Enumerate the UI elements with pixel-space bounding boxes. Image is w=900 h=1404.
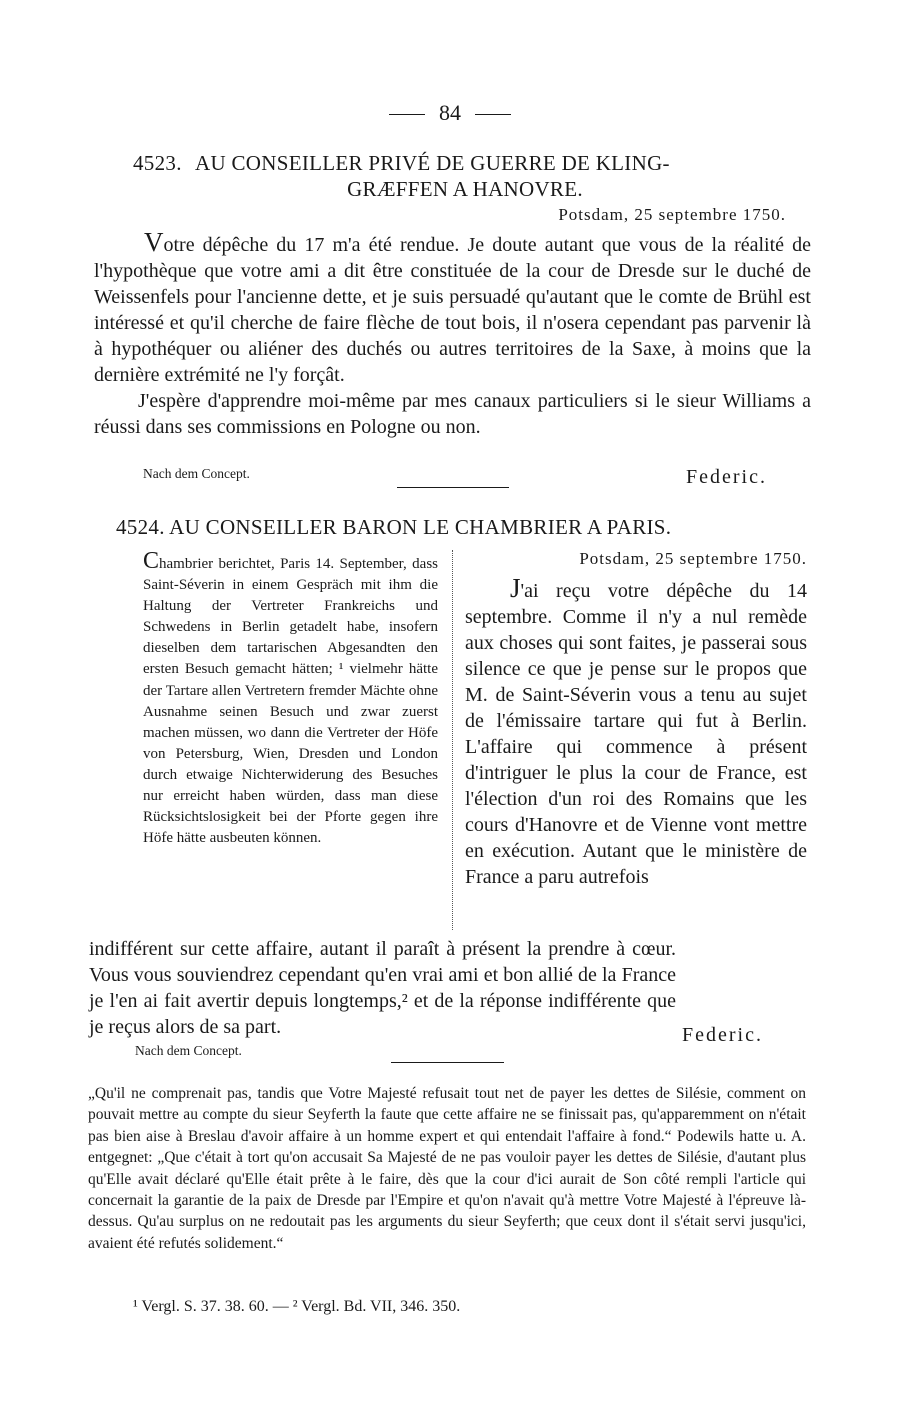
letter-4524-signature: Federic. [682,1024,763,1046]
letter-4524-date: 25 septembre 1750. [655,549,807,568]
letter-4523-signature: Federic. [686,466,767,488]
letter-4524-source: Nach dem Concept. [135,1043,242,1058]
letter-4523-source: Nach dem Concept. [143,466,250,481]
letter-4524-end-rule [391,1062,504,1063]
column-divider [452,550,453,930]
letter-4523-place: Potsdam, [558,205,630,224]
letter-4524-column-text-body: 'ai reçu votre dépêche du 14 septembre. Comme il n'y a nul remède aux choses qui sont faites, je passerai sous silence ce que je pense sur le propos que M. de Saint-Séverin vous a tenu au sujet de l'émissaire tartare qui fut à Berlin. L'affaire qui commence à présent d'intriguer le plus la cour de France, est l'élection d'un roi des Romains que les cours d'Hanovre et de Vienne vont mettre en exécution. Autant que le ministère de France a paru autrefois [465,580,807,888]
page-number-text: 84 [439,100,461,125]
page-number [0,100,900,126]
letter-4524-initial: J [510,573,521,603]
letter-4523-paragraph-2: J'espère d'apprendre moi-même par mes canaux particuliers si le sieur Williams a réussi dans ses commissions en Pologne ou non. [94,390,811,438]
letter-4524-summary-initial: C [143,548,160,574]
page-number-dash-right [475,114,511,115]
letter-4524-summary-text: hambrier berichtet, Paris 14. September, dass Saint-Séverin in einem Gespräch mit ihm die Haltung der Vertreter Frankreichs und Schwedens in Berlin getadelt habe, insofern dieselben dem tartarischen Abgesandten den ersten Besuch gemacht hätten; ¹ vielmehr hätte der Tartare allen Vertretern fremder Mächte ohne Ausnahme seinen Besuch und zwar zuerst machen müssen, wo dann die Vertreter der Höfe von Petersburg, Wien, Dresden und London durch etwaige Nichterwiderung des Besuches nur erreicht haben würden, dass man diese Rücksichtslosigkeit bei der Pforte gegen ihre Höfe hätte ausbeuten können. [143,556,438,847]
page-number-dash-left [389,114,425,115]
letter-4523-initial: V [144,227,164,257]
letter-4523-heading-line1: AU CONSEILLER PRIVÉ DE GUERRE DE KLING- [195,151,670,175]
letter-4523-paragraph-1-text: otre dépêche du 17 m'a été rendue. Je doute autant que vous de la réalité de l'hypothèque que votre ami a dit être constituée de la cour de Dresde sur le duché de Weissenfels pour l'ancienne dette, et je suis persuadé qu'autant que le comte de Brühl est intéressé et qu'il cherche de faire flèche de tout bois, il n'osera cependant pas parvenir là à hypothéquer ou aliéner des duchés ou autres territoires de la Saxe, à moins que la dernière extrémité ne l'y forçât. [94,234,811,386]
letter-4523-heading [95,150,805,202]
letter-4524-place: Potsdam, [579,549,651,568]
letter-4523-dateline [400,205,786,225]
letter-4524-column-text [465,575,807,890]
letter-4523-heading-line2: GRÆFFEN A HANOVRE. [347,177,583,201]
letter-4523-body [94,229,811,440]
footnote-continuation-text: „Qu'il ne comprenait pas, tandis que Votre Majesté refusait tout net de payer les dettes de Silésie, comment on pouvait mettre au compte du sieur Seyferth la faute que cette affaire ne se finissait pas, qu'apparemment on n'était pas bien aise à Breslau d'avoir affaire à un homme expert et qui entendait l'affaire à fond.“ Podewils hatte u. A. entgegnet: „Que c'était à tort qu'on accusait Sa Majesté de ne pas vouloir payer les dettes de Silésie, d'autant plus qu'Elle avait déclaré qu'Elle était prête à le faire, dès que la cour d'ici aurait de Son côté rempli l'article qui concernait la garantie de la paix de Dresde par l'Empire et qu'on n'avait qu'à mettre Votre Majesté à l'épreuve là-dessus. Qu'au surplus on ne redoutait pas les arguments du sieur Seyferth; que ceux dont il s'était servi jusqu'ici, avaient été refutés solidement.“ [88,1085,806,1252]
footnote-references: ¹ Vergl. S. 37. 38. 60. — ² Vergl. Bd. VII, 346. 350. [133,1298,461,1315]
letter-4524-heading [116,514,806,540]
letter-4523-date: 25 septembre 1750. [634,205,786,224]
letter-4524-summary [143,548,438,849]
letter-4524-dateline [465,549,807,569]
letter-4523-end-rule [397,487,509,488]
letter-4524-heading-text: AU CONSEILLER BARON LE CHAMBRIER A PARIS. [169,515,672,539]
letter-4524-number: 4524. [116,515,165,539]
letter-4523-paragraph-1 [94,229,811,388]
letter-4523-number: 4523. [133,151,182,175]
footnote-continuation [88,1083,806,1254]
letter-4524-full-width-paragraph: indifférent sur cette affaire, autant il paraît à présent la prendre à cœur. Vous vous souviendrez cependant qu'en vrai ami et bon allié de la France je l'en ai fait avertir depuis longtemps,² et de la réponse indifférente que je reçus alors de sa part. [89,938,676,1038]
